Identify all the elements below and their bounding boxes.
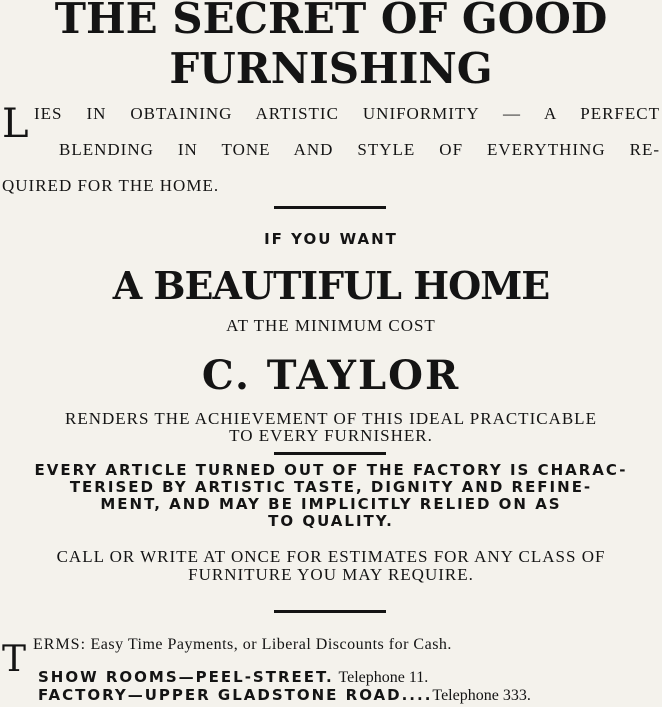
quality-line-4: TO QUALITY. <box>268 512 394 530</box>
beautiful-home-heading: A BEAUTIFUL HOME <box>112 263 550 308</box>
factory-line <box>38 686 531 705</box>
renders-line-1: RENDERS THE ACHIEVEMENT OF THIS IDEAL PRACTICABLE <box>65 409 597 428</box>
call-line-2: FURNITURE YOU MAY REQUIRE. <box>188 565 474 584</box>
headline-line-2: FURNISHING <box>169 44 493 93</box>
quality-line-3: MENT, AND MAY BE IMPLICITLY RELIED ON AS <box>100 495 562 513</box>
divider-rule-2 <box>274 452 386 455</box>
headline-line-1: THE SECRET OF GOOD <box>54 0 608 43</box>
terms-drop-cap: T <box>2 639 27 680</box>
call-paragraph <box>2 548 660 584</box>
divider-rule-1 <box>274 206 386 209</box>
company-name: C. TAYLOR <box>201 352 461 399</box>
intro-drop-cap: L <box>2 101 29 147</box>
showrooms-phone: Telephone 11. <box>338 669 429 686</box>
terms-line <box>33 636 452 654</box>
intro-line-1: IES IN OBTAINING ARTISTIC UNIFORMITY — A PERFECT <box>34 104 660 123</box>
quality-paragraph <box>2 462 660 530</box>
divider-rule-3 <box>274 610 386 613</box>
intro-line-2: BLENDING IN TONE AND STYLE OF EVERYTHING RE- <box>59 140 660 159</box>
terms-label: ERMS: <box>33 636 87 653</box>
factory-phone: Telephone 333. <box>432 687 531 704</box>
showrooms-line <box>38 668 428 687</box>
terms-text: Easy Time Payments, or Liberal Discounts for Cash. <box>90 636 452 653</box>
renders-paragraph <box>2 410 660 444</box>
minimum-cost: AT THE MINIMUM COST <box>226 316 436 335</box>
quality-line-2: TERISED BY ARTISTIC TASTE, DIGNITY AND REFINE- <box>69 478 593 496</box>
factory-address: FACTORY—UPPER GLADSTONE ROAD.... <box>38 686 433 704</box>
if-you-want: IF YOU WANT <box>264 230 398 248</box>
quality-line-1: EVERY ARTICLE TURNED OUT OF THE FACTORY IS CHARAC- <box>34 461 628 479</box>
renders-line-2: TO EVERY FURNISHER. <box>229 426 433 445</box>
intro-line-3: QUIRED FOR THE HOME. <box>2 176 220 195</box>
call-line-1: CALL OR WRITE AT ONCE FOR ESTIMATES FOR ANY CLASS OF <box>56 547 606 566</box>
showrooms-address: SHOW ROOMS—PEEL-STREET. <box>38 668 334 686</box>
